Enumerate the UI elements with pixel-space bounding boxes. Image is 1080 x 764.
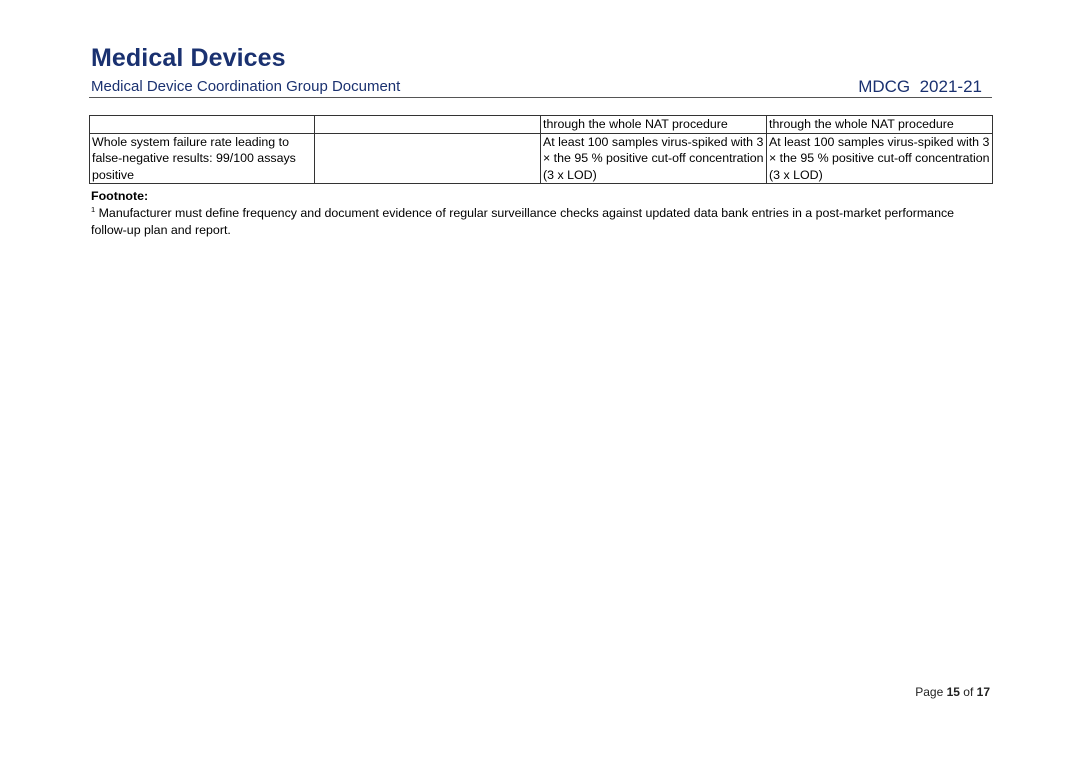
footnote-heading: Footnote: — [91, 189, 149, 203]
table-cell: At least 100 samples virus-spiked with 3 × the 95 % positive cut-off concentration (3 x LOD) — [767, 133, 993, 184]
footnote-text: Manufacturer must define frequency and document evidence of regular surveillance checks against updated data bank entries in a post-market performance follow-up plan and report. — [91, 206, 955, 237]
page-of-label: of — [959, 685, 977, 699]
performance-requirements-table — [89, 115, 993, 184]
table-cell — [315, 116, 541, 134]
header-divider — [89, 97, 992, 98]
document-id: MDCG 2021-21 — [858, 77, 982, 96]
page-label: Page — [915, 685, 947, 699]
table-cell: through the whole NAT procedure — [541, 116, 767, 134]
table-cell: At least 100 samples virus-spiked with 3 × the 95 % positive cut-off concentration (3 x LOD) — [541, 133, 767, 184]
table-cell — [90, 116, 315, 134]
document-title: Medical Devices — [91, 44, 286, 72]
table-cell — [315, 133, 541, 184]
page-number — [915, 685, 990, 699]
table-cell: Whole system failure rate leading to false-negative results: 99/100 assays positive — [90, 133, 315, 184]
current-page: 15 — [946, 685, 960, 699]
footnote — [91, 205, 991, 239]
footnote-marker: 1 — [91, 205, 96, 214]
table-row — [90, 133, 993, 184]
table-cell: through the whole NAT procedure — [767, 116, 993, 134]
document-subtitle: Medical Device Coordination Group Document — [91, 78, 401, 95]
table-row — [90, 116, 993, 134]
total-pages: 17 — [976, 685, 990, 699]
